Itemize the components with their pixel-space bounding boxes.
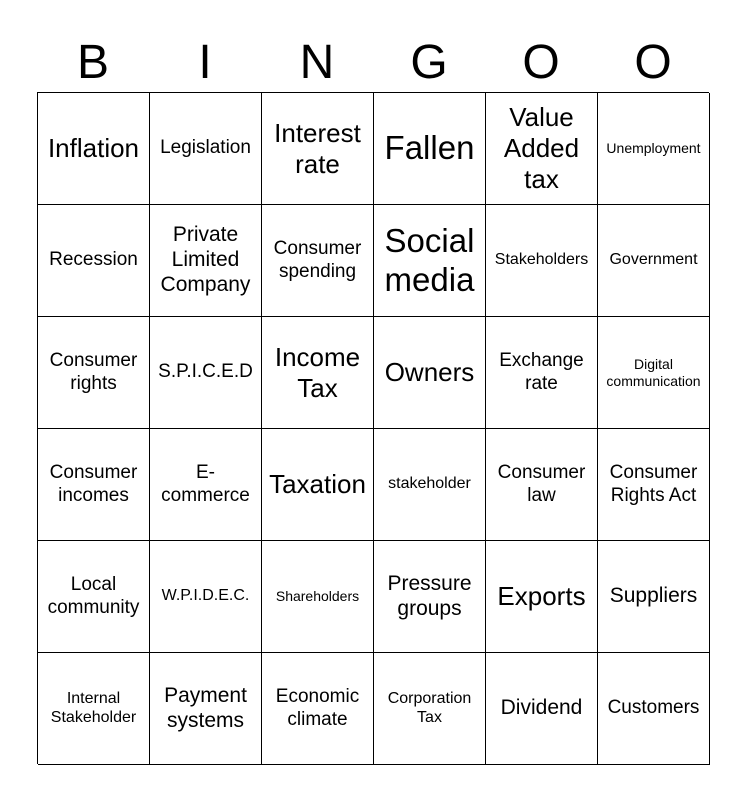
header-letter-o-2: O — [634, 36, 672, 89]
bingo-cell[interactable] — [150, 317, 262, 429]
bingo-cell[interactable] — [486, 541, 598, 653]
cell-label: Consumer law — [497, 462, 586, 506]
bingo-cell[interactable] — [598, 653, 710, 765]
cell-label: Digital communication — [606, 355, 701, 389]
bingo-cell[interactable] — [38, 653, 150, 765]
cell-label: Consumer spending — [273, 238, 362, 282]
bingo-cell[interactable] — [486, 317, 598, 429]
cell-label: W.P.I.D.E.C. — [161, 587, 250, 605]
bingo-cell[interactable] — [374, 93, 486, 205]
bingo-cell[interactable] — [38, 93, 150, 205]
bingo-cell[interactable] — [262, 429, 374, 541]
bingo-cell[interactable] — [262, 653, 374, 765]
cell-label: Economic climate — [275, 686, 360, 730]
cell-label: Shareholders — [275, 588, 360, 605]
cell-label: Taxation — [269, 469, 366, 500]
bingo-cell[interactable] — [38, 541, 150, 653]
bingo-cell[interactable] — [38, 205, 150, 317]
cell-label: Internal Stakeholder — [50, 689, 137, 726]
bingo-cell[interactable] — [374, 653, 486, 765]
bingo-cell[interactable] — [38, 429, 150, 541]
header-letter-o: O — [522, 36, 560, 89]
cell-label: Consumer rights — [49, 350, 138, 394]
bingo-cell[interactable] — [598, 317, 710, 429]
header-letter-b: B — [76, 36, 109, 89]
header-letter-g: G — [410, 36, 448, 89]
cell-label: stakeholder — [388, 475, 471, 493]
cell-label: Income Tax — [274, 341, 361, 403]
cell-label: Local community — [47, 574, 140, 618]
bingo-cell[interactable] — [262, 317, 374, 429]
bingo-cell[interactable] — [150, 541, 262, 653]
bingo-cell[interactable] — [486, 205, 598, 317]
cell-label: Dividend — [500, 696, 583, 720]
bingo-cell[interactable] — [150, 205, 262, 317]
bingo-header — [37, 34, 709, 92]
bingo-cell[interactable] — [262, 93, 374, 205]
bingo-cell[interactable] — [38, 317, 150, 429]
bingo-cell[interactable] — [150, 93, 262, 205]
bingo-cell[interactable] — [150, 429, 262, 541]
bingo-cell[interactable] — [598, 541, 710, 653]
cell-label: Consumer Rights Act — [609, 462, 698, 506]
bingo-cell[interactable] — [374, 205, 486, 317]
cell-label: Interest rate — [274, 117, 361, 179]
cell-label: Stakeholders — [494, 251, 589, 269]
cell-label: Owners — [384, 357, 475, 388]
bingo-cell[interactable] — [374, 429, 486, 541]
cell-label: Customers — [607, 697, 700, 719]
cell-label: Unemployment — [606, 140, 701, 157]
bingo-cell[interactable] — [486, 93, 598, 205]
cell-label: Recession — [49, 249, 138, 271]
bingo-board — [37, 92, 709, 764]
header-letter-n: N — [299, 36, 335, 89]
cell-label: Consumer incomes — [49, 462, 138, 506]
bingo-cell[interactable] — [598, 205, 710, 317]
header-letter-i: I — [198, 36, 212, 89]
cell-label: Inflation — [47, 133, 140, 164]
cell-label: Government — [609, 251, 698, 269]
cell-label: Fallen — [384, 129, 475, 167]
cell-label: E-commerce — [161, 462, 250, 506]
cell-label: Private Limited Company — [160, 223, 251, 296]
cell-label: Exchange rate — [499, 350, 584, 394]
cell-label: Pressure groups — [387, 571, 472, 620]
bingo-cell[interactable] — [374, 541, 486, 653]
bingo-cell[interactable] — [598, 93, 710, 205]
bingo-cell[interactable] — [150, 653, 262, 765]
cell-label: Corporation Tax — [387, 689, 472, 726]
cell-label: Exports — [497, 581, 586, 612]
bingo-cell[interactable] — [262, 541, 374, 653]
bingo-cell[interactable] — [598, 429, 710, 541]
cell-label: Social media — [384, 221, 475, 298]
cell-label: Legislation — [160, 137, 251, 159]
bingo-cell[interactable] — [262, 205, 374, 317]
bingo-cell[interactable] — [486, 653, 598, 765]
cell-label: Payment systems — [164, 683, 247, 732]
bingo-cell[interactable] — [374, 317, 486, 429]
cell-label: S.P.I.C.E.D — [158, 361, 253, 383]
cell-label: Value Added tax — [503, 102, 580, 194]
cell-label: Suppliers — [609, 584, 698, 608]
bingo-cell[interactable] — [486, 429, 598, 541]
